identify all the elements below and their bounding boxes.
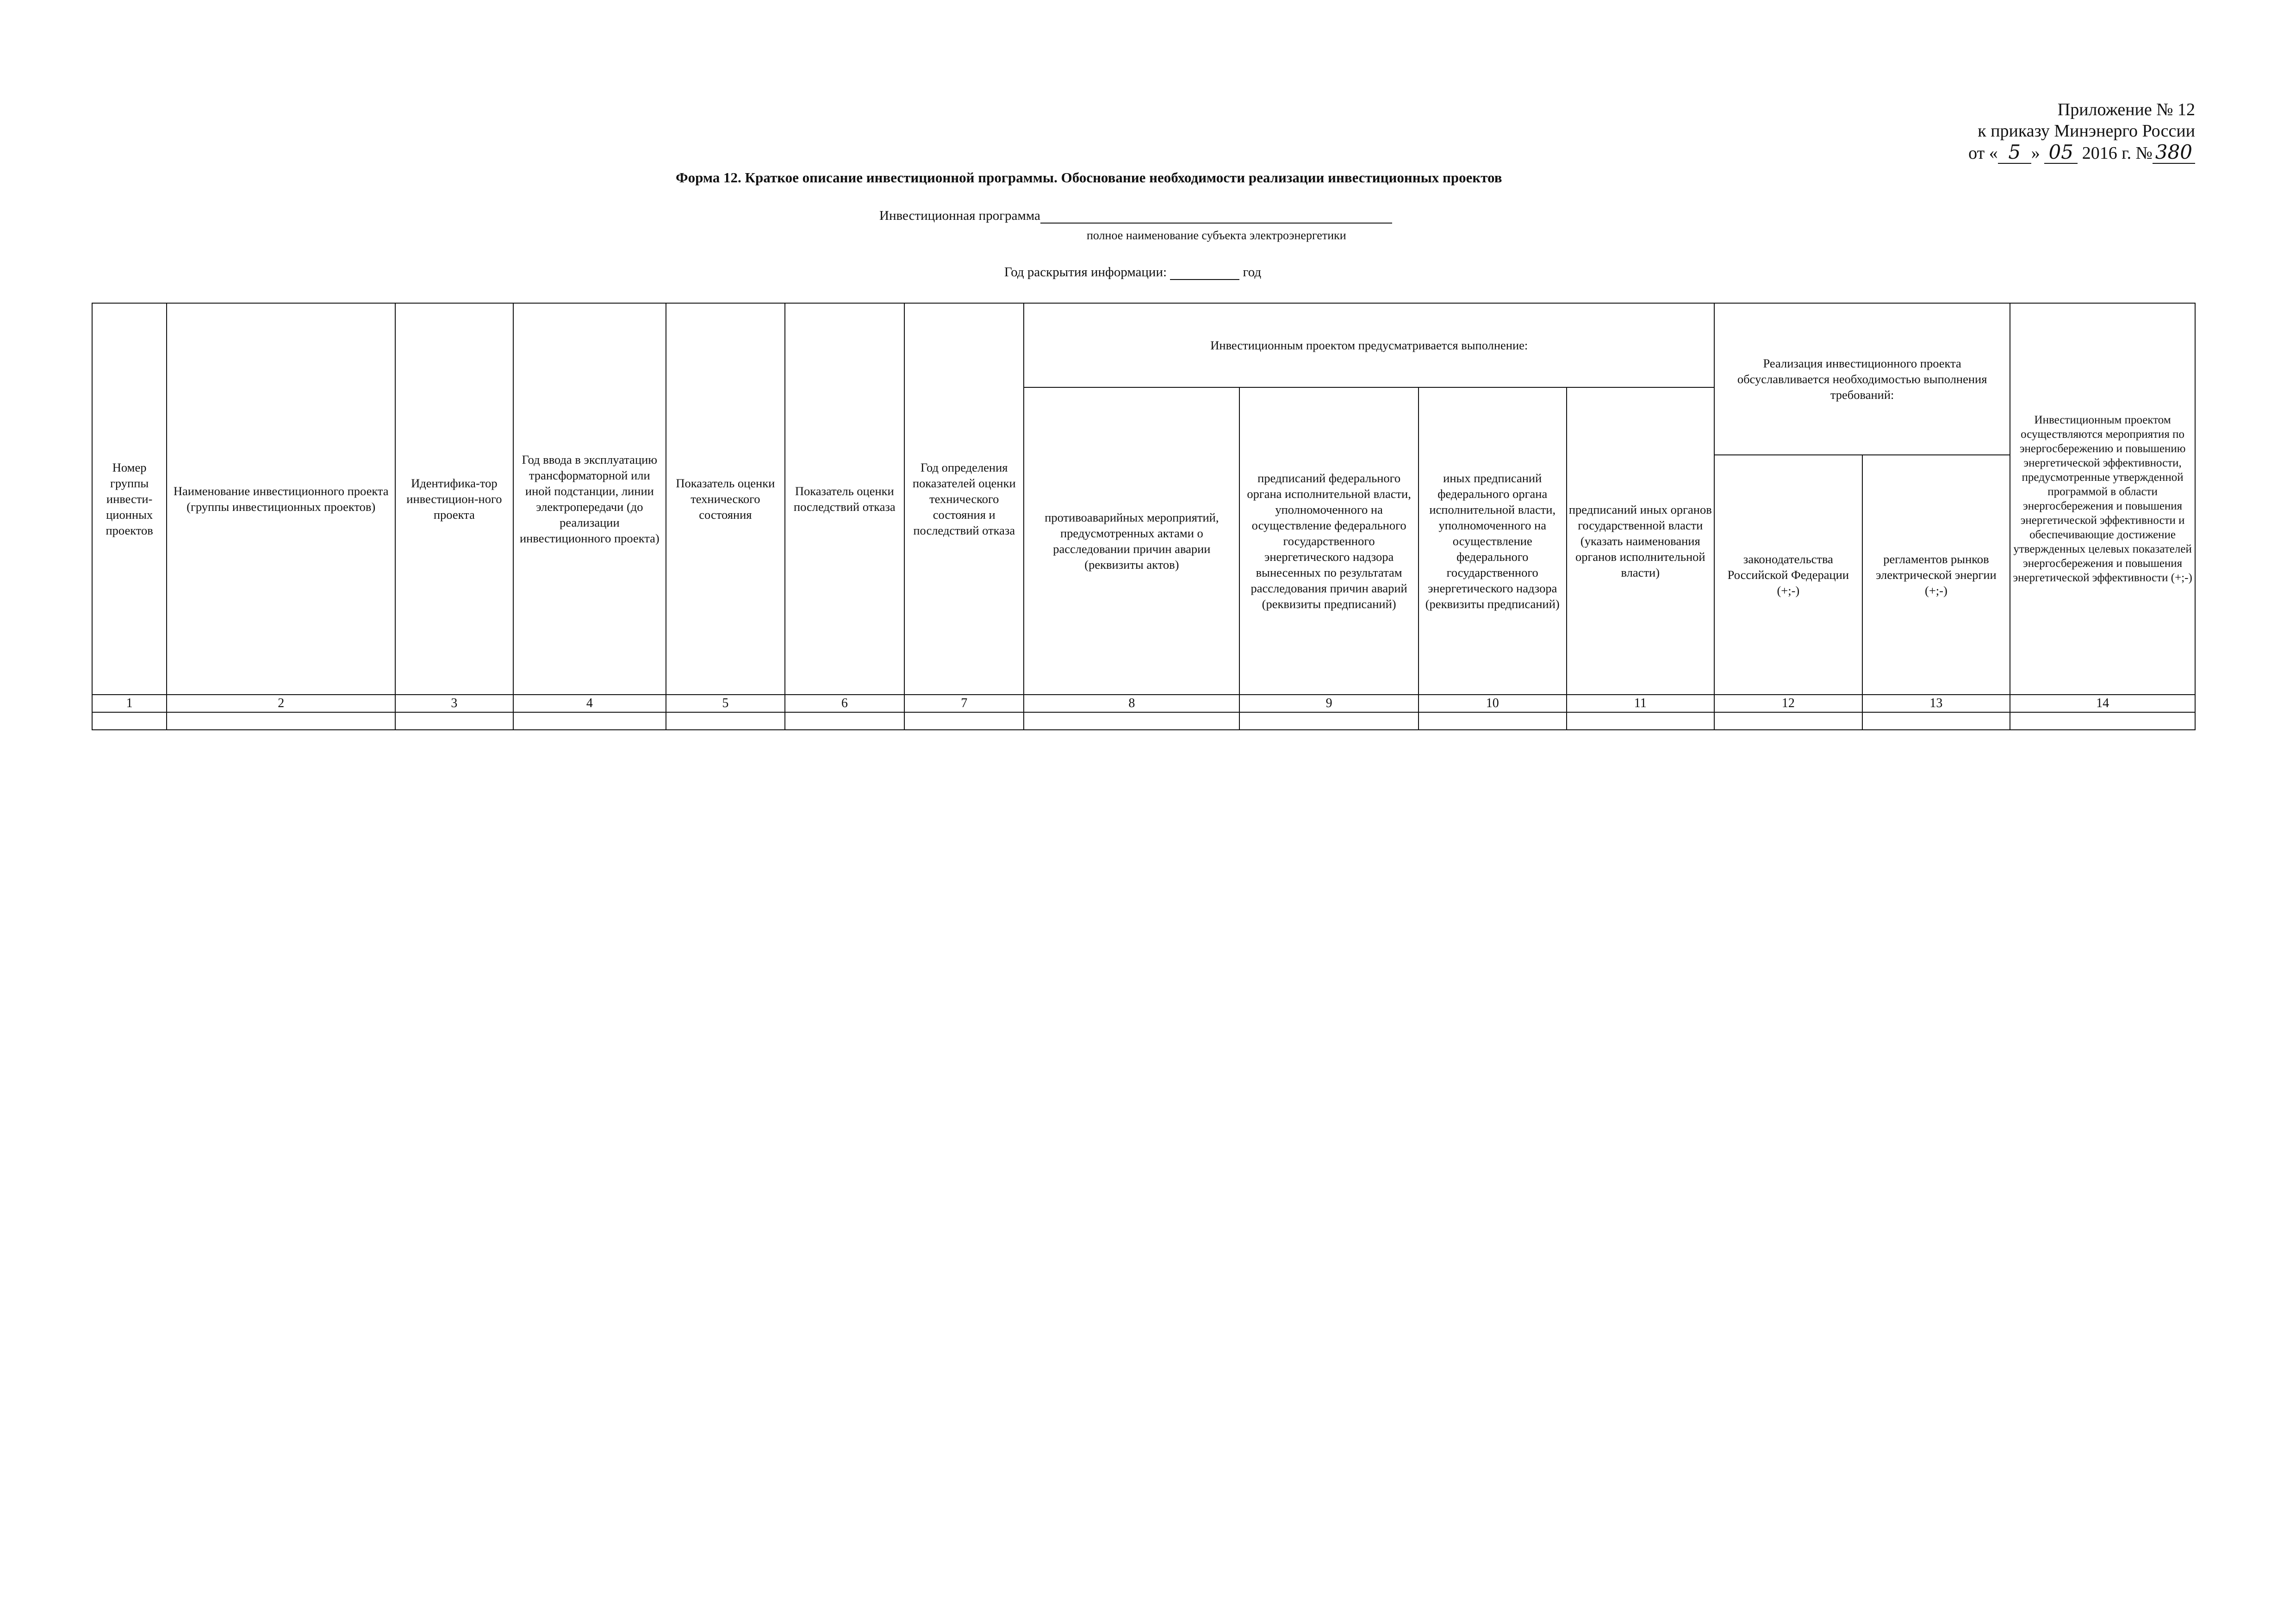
appendix-order-reference: к приказу Минэнерго России <box>1978 121 2195 141</box>
col-header-11: предписаний иных органов государственной власти (указать наименования органов исполнительной власти) <box>1567 387 1715 695</box>
appendix-order-date <box>1968 142 2195 164</box>
table-row <box>92 712 2195 730</box>
col-header-10: иных предписаний федерального органа исполнительной власти, уполномоченного на осуществление федерального государственного энергетического надзора (реквизиты предписаний) <box>1419 387 1567 695</box>
column-number: 8 <box>1024 695 1239 712</box>
column-number: 13 <box>1862 695 2010 712</box>
table-cell[interactable] <box>1714 712 1862 730</box>
column-number: 9 <box>1239 695 1419 712</box>
column-number: 11 <box>1567 695 1715 712</box>
date-year: 2016 г. № <box>2082 143 2153 163</box>
col-header-8: противоаварийных мероприятий, предусмотренных актами о расследовании причин аварии (реквизиты актов) <box>1024 387 1239 695</box>
col-header-3: Идентифика-тор инвестицион-ного проекта <box>395 303 513 695</box>
column-number: 3 <box>395 695 513 712</box>
program-label: Инвестиционная программа <box>879 208 1040 223</box>
table-cell[interactable] <box>1239 712 1419 730</box>
table-cell[interactable] <box>1862 712 2010 730</box>
col-header-12: законодательства Российской Федерации (+;-) <box>1714 455 1862 695</box>
appendix-number: Приложение № 12 <box>2057 100 2195 119</box>
disclosure-suffix: год <box>1243 265 1262 280</box>
date-prefix: от « <box>1968 143 1998 163</box>
investment-projects-table <box>92 303 2196 730</box>
col-header-9: предписаний федерального органа исполнительной власти, уполномоченного на осуществление федерального государственного энергетического надзора вынесенных по результатам расследования причин аварий (реквизиты предписаний) <box>1239 387 1419 695</box>
program-name-field[interactable] <box>1040 209 1392 224</box>
column-number: 14 <box>2010 695 2195 712</box>
table-cell[interactable] <box>785 712 904 730</box>
column-number: 6 <box>785 695 904 712</box>
col-header-5: Показатель оценки технического состояния <box>666 303 784 695</box>
handwritten-day: 5 <box>1998 142 2031 164</box>
handwritten-order-number: 380 <box>2153 142 2195 164</box>
col-header-1: Номер группы инвести-ционных проектов <box>92 303 167 695</box>
col-header-6: Показатель оценки последствий отказа <box>785 303 904 695</box>
col-header-14: Инвестиционным проектом осуществляются мероприятия по энергосбережению и повышению энергетической эффективности, предусмотренные утвержденной программой в области энергосбережения и повышения энергетической эффективности и обеспечивающие достижение утвержденных целевых показателей энергосбережения и повышения энергетической эффективности (+;-) <box>2010 303 2195 695</box>
column-number: 5 <box>666 695 784 712</box>
form-title: Форма 12. Краткое описание инвестиционной программы. Обоснование необходимости реализации инвестиционных проектов <box>676 169 1502 186</box>
column-number-row <box>92 695 2195 712</box>
table-cell[interactable] <box>666 712 784 730</box>
column-number: 1 <box>92 695 167 712</box>
group-header-requirements: Реализация инвестиционного проекта обсуславливается необходимостью выполнения требований: <box>1714 303 2010 455</box>
date-mid: » <box>2031 143 2040 163</box>
handwritten-month: 05 <box>2044 142 2078 164</box>
program-sublabel: полное наименование субъекта электроэнергетики <box>1087 229 1346 242</box>
table-cell[interactable] <box>513 712 666 730</box>
table-cell[interactable] <box>92 712 167 730</box>
column-number: 2 <box>167 695 395 712</box>
header-row-1 <box>92 303 2195 387</box>
column-number: 12 <box>1714 695 1862 712</box>
disclosure-year-line <box>1004 265 1261 280</box>
column-number: 4 <box>513 695 666 712</box>
table-cell[interactable] <box>167 712 395 730</box>
table-cell[interactable] <box>1024 712 1239 730</box>
program-line <box>879 208 1392 224</box>
col-header-13: регламентов рынков электрической энергии (+;-) <box>1862 455 2010 695</box>
disclosure-label: Год раскрытия информации: <box>1004 265 1167 280</box>
col-header-4: Год ввода в эксплуатацию трансформаторной или иной подстанции, линии электропередачи (до реализации инвестиционного проекта) <box>513 303 666 695</box>
table-cell[interactable] <box>395 712 513 730</box>
column-number: 7 <box>904 695 1024 712</box>
table-cell[interactable] <box>1419 712 1567 730</box>
column-number: 10 <box>1419 695 1567 712</box>
table-cell[interactable] <box>2010 712 2195 730</box>
col-header-2: Наименование инвестиционного проекта (группы инвестиционных проектов) <box>167 303 395 695</box>
col-header-7: Год определения показателей оценки технического состояния и последствий отказа <box>904 303 1024 695</box>
table-cell[interactable] <box>1567 712 1715 730</box>
appendix-header <box>1968 99 2195 164</box>
table-cell[interactable] <box>904 712 1024 730</box>
disclosure-year-field[interactable] <box>1170 266 1239 280</box>
group-header-execution: Инвестиционным проектом предусматривается выполнение: <box>1024 303 1714 387</box>
